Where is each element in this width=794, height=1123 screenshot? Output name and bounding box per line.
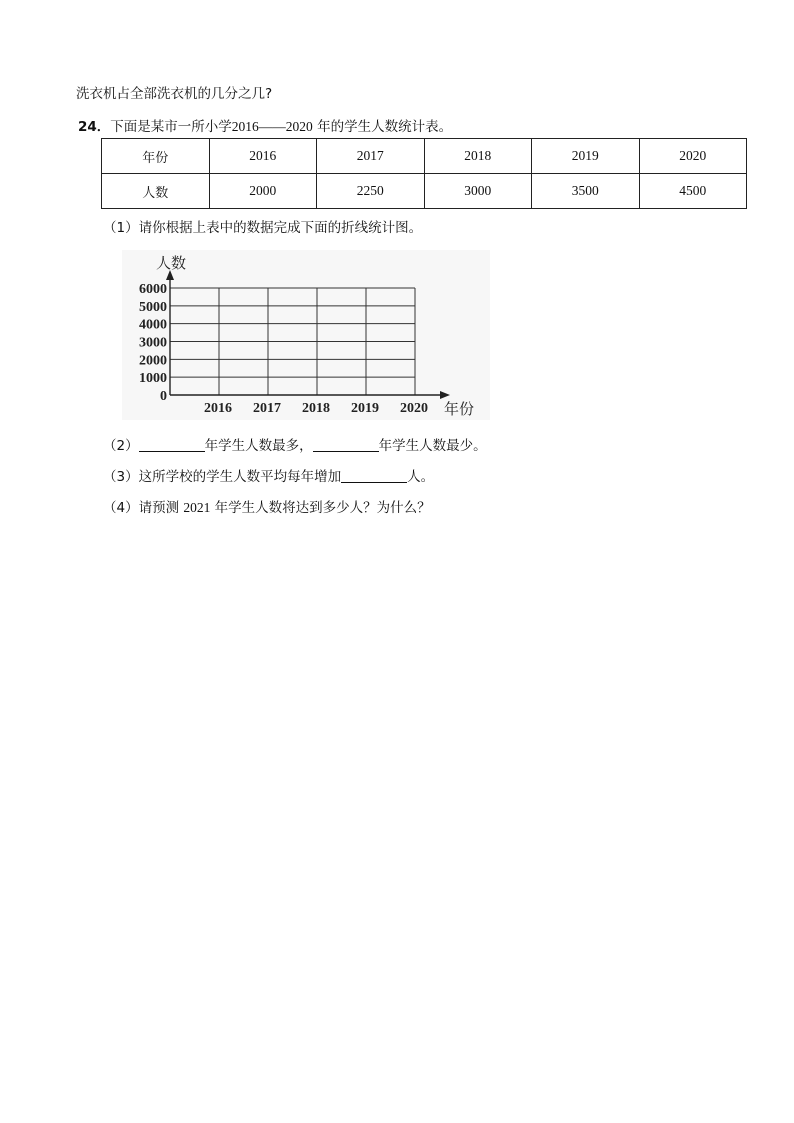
table-cell-count: 3500 <box>532 174 640 209</box>
line-chart-grid <box>120 250 490 420</box>
answer-blank-average[interactable] <box>341 468 407 483</box>
y-axis-label: 人数 <box>156 254 187 272</box>
part2-text: （2） 年学生人数最多， 年学生人数最少。 <box>103 438 487 454</box>
table-cell-count: 3000 <box>424 174 532 209</box>
table-cell-count: 4500 <box>639 174 747 209</box>
part4-text: （4）请预测 2021 年学生人数将达到多少人？为什么？ <box>103 500 431 516</box>
y-tick-label: 4000 <box>139 317 167 333</box>
answer-blank-most[interactable] <box>139 437 205 452</box>
x-tick-label: 2019 <box>351 401 379 416</box>
y-tick-label: 6000 <box>139 282 167 297</box>
table-row-years <box>102 139 747 174</box>
q24-year-range: 2016——2020 <box>231 119 313 134</box>
y-tick-label: 1000 <box>139 371 167 387</box>
table-row-label: 人数 <box>102 174 210 209</box>
table-cell-year: 2017 <box>317 139 425 174</box>
table-cell-count: 2250 <box>317 174 425 209</box>
y-tick-label: 0 <box>160 389 167 404</box>
part1-text: （1）请你根据上表中的数据完成下面的折线统计图。 <box>103 220 423 236</box>
y-tick-labels <box>139 282 167 404</box>
x-tick-label: 2017 <box>253 401 281 416</box>
table-cell-year: 2019 <box>532 139 640 174</box>
q24-intro <box>78 115 452 135</box>
table-cell-year: 2018 <box>424 139 532 174</box>
x-tick-label: 2020 <box>400 401 428 416</box>
q24-number: 24． <box>78 119 111 135</box>
table-header-label: 年份 <box>102 139 210 174</box>
table-cell-count: 2000 <box>209 174 317 209</box>
x-tick-label: 2016 <box>204 401 232 416</box>
table-cell-year: 2016 <box>209 139 317 174</box>
student-count-table <box>101 138 747 209</box>
q24-intro-a: 下面是某市一所小学 <box>110 119 232 135</box>
answer-blank-least[interactable] <box>313 437 379 452</box>
table-row-counts <box>102 174 747 209</box>
y-tick-label: 5000 <box>139 299 167 315</box>
q24-intro-b: 年的学生人数统计表。 <box>312 119 453 135</box>
part3-text: （3）这所学校的学生人数平均每年增加 人。 <box>103 469 435 485</box>
y-tick-label: 2000 <box>139 353 167 369</box>
x-axis-label: 年份 <box>444 400 475 418</box>
x-tick-label: 2018 <box>302 401 330 416</box>
y-tick-label: 3000 <box>139 335 167 351</box>
prev-question-tail: 洗衣机占全部洗衣机的几分之几? <box>76 86 273 102</box>
table-cell-year: 2020 <box>639 139 747 174</box>
